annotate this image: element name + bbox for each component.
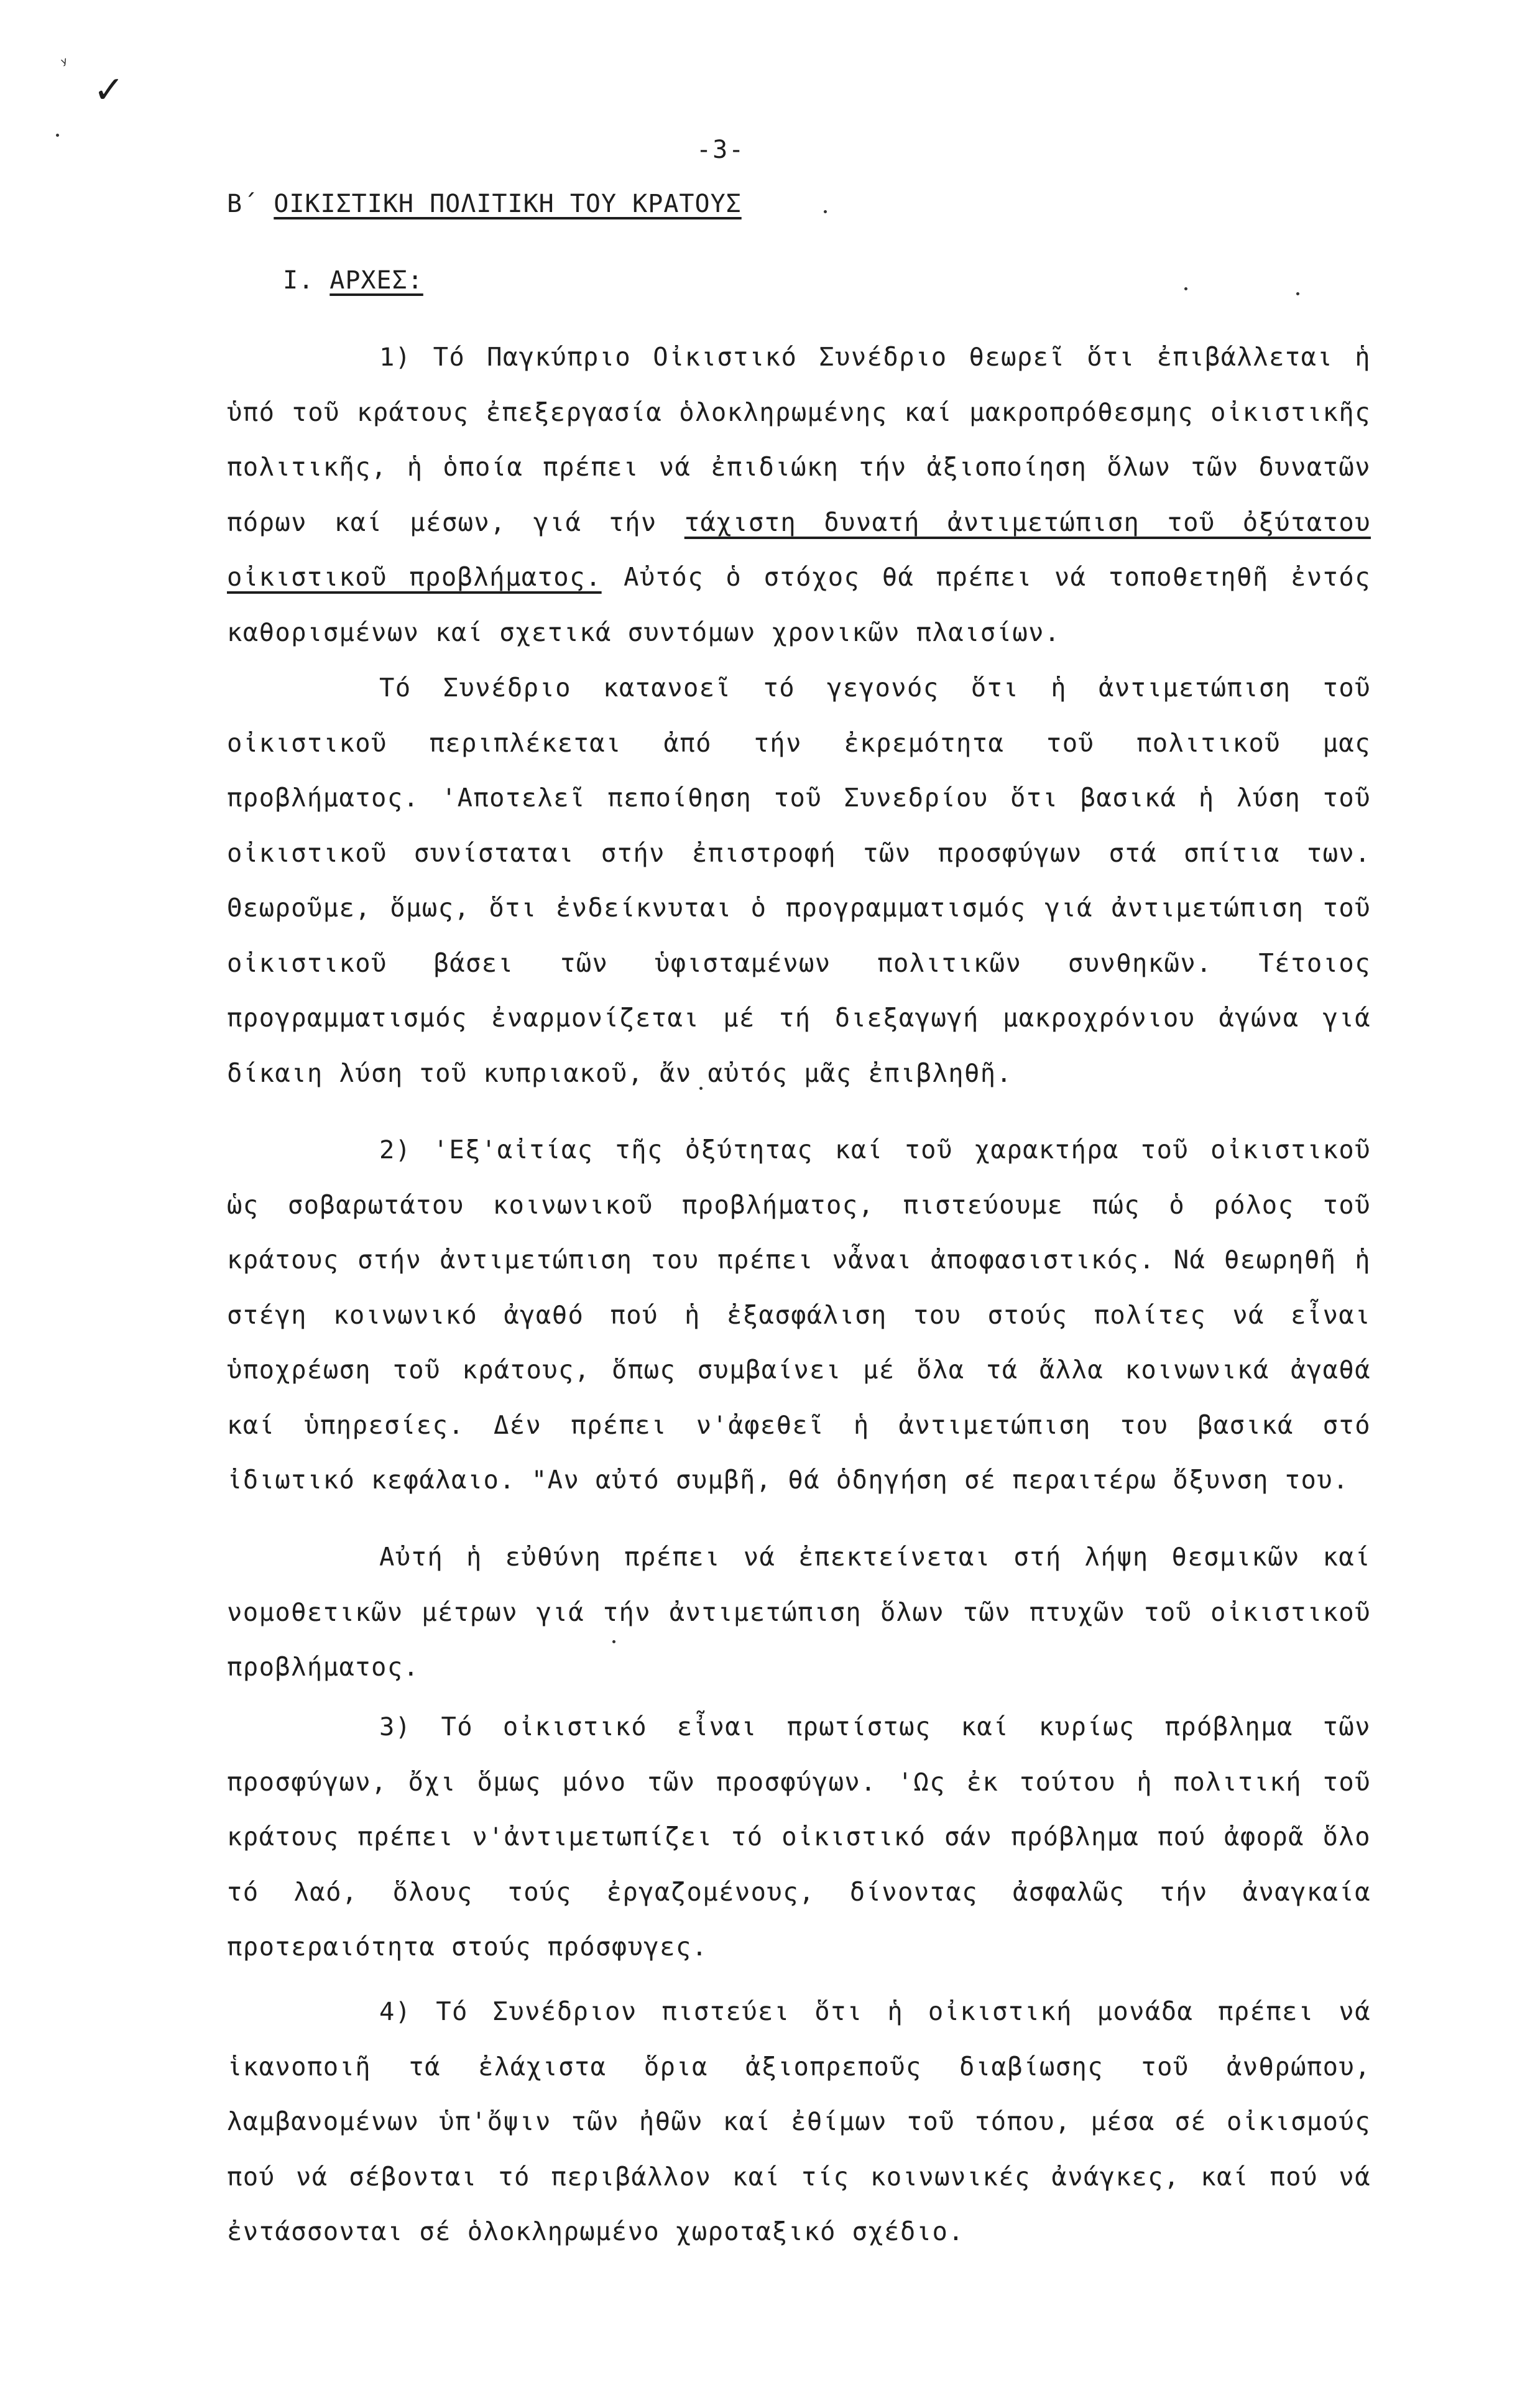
section-heading (227, 190, 742, 218)
section-title: ΟΙΚΙΣΤΙΚΗ ΠΟΛΙΤΙΚΗ ΤΟΥ ΚΡΑΤΟΥΣ (274, 190, 742, 218)
paragraph-6: 4) Τό Συνέδριον πιστεύει ὅτι ἡ οἰκιστική μονάδα πρέπει νά ἱκανοποιῆ τά ἐλάχιστα ὅρια ἀξιοπρεποῦς διαβίωσης τοῦ ἀνθρώπου, λαμβανομένων ὑπ'ὄψιν τῶν ἠθῶν καί ἐθίμων τοῦ τόπου, μέσα σέ οἰκισμούς πού νά σέβονται τό περιβάλλον καί τίς κοινωνικές ἀνάγκες, καί πού νά ἐντάσσονται σέ ὁλοκληρωμένο χωροταξικό σχέδιο. (227, 1996, 1371, 2246)
subsection-heading (283, 266, 423, 295)
subsection-prefix: Ι. (283, 266, 315, 295)
check-mark-icon: ✓ (93, 68, 125, 112)
paragraph-4: Αὐτή ἡ εὐθύνη πρέπει νά ἐπεκτείνεται στή λήψη θεσμικῶν καί νομοθετικῶν μέτρων γιά τήν ἀντιμετώπιση ὅλων τῶν πτυχῶν τοῦ οἰκιστικοῦ προβλήματος. (227, 1542, 1371, 1682)
paragraph-1-end: Αὐτός ὁ στόχος θά πρέπει νά τοποθετηθῆ ἐντός καθορισμένων καί σχετικά συντόμων χρονικῶν πλαισίων. (227, 562, 1371, 647)
page-number: -3- (696, 136, 745, 164)
paragraph-1 (227, 330, 1371, 660)
section-prefix: Β΄ (227, 190, 259, 218)
handwritten-mark: ʸ (59, 54, 71, 74)
subsection-title: ΑΡΧΕΣ: (330, 266, 423, 295)
speck (1296, 292, 1299, 295)
speck (1184, 287, 1187, 290)
paragraph-1-start: 1) Τό Παγκύπριο Οἰκιστικό Συνέδριο θεωρεῖ ὅτι ἐπιβάλλεται ἡ ὑπό τοῦ κράτους ἐπεξεργασία ὁλοκληρωμένης καί μακροπρόθεσμης οἰκιστικῆς πολιτικῆς, ἡ ὁποία πρέπει νά ἐπιδιώκη τήν ἀξιοποίηση ὅλων τῶν δυνατῶν πόρων καί μέσων, γιά τήν (227, 342, 1371, 537)
paragraph-1-underlined: τάχιστη δυνατή ἀντιμετώπιση τοῦ ὀξύτατου οἰκιστικοῦ προβλήματος. (227, 507, 1371, 592)
speck (824, 210, 827, 213)
speck (56, 134, 59, 137)
paragraph-3: 2) 'Εξ'αἰτίας τῆς ὀξύτητας καί τοῦ χαρακτήρα τοῦ οἰκιστικοῦ ὡς σοβαρωτάτου κοινωνικοῦ προβλήματος, πιστεύουμε πώς ὁ ρόλος τοῦ κράτους στήν ἀντιμετώπιση του πρέπει νἆναι ἀποφασιστικός. Νά θεωρηθῆ ἡ στέγη κοινωνικό ἀγαθό πού ἡ ἐξασφάλιση του στούς πολίτες νά εἶναι ὑποχρέωση τοῦ κράτους, ὅπως συμβαίνει μέ ὅλα τά ἄλλα κοινωνικά ἀγαθά καί ὑπηρεσίες. Δέν πρέπει ν'ἀφεθεῖ ἡ ἀντιμετώπιση του βασικά στό ἰδιωτικό κεφάλαιο. "Αν αὐτό συμβῆ, θά ὁδηγήση σέ περαιτέρω ὄξυνση του. (227, 1135, 1371, 1495)
paragraph-5: 3) Τό οἰκιστικό εἶναι πρωτίστως καί κυρίως πρόβλημα τῶν προσφύγων, ὄχι ὅμως μόνο τῶν προσφύγων. 'Ως ἐκ τούτου ἡ πολιτική τοῦ κράτους πρέπει ν'ἀντιμετωπίζει τό οἰκιστικό σάν πρόβλημα πού ἀφορᾶ ὅλο τό λαό, ὅλους τούς ἐργαζομένους, δίνοντας ἀσφαλῶς τήν ἀναγκαία προτεραιότητα στούς πρόσφυγες. (227, 1712, 1371, 1962)
paragraph-2: Τό Συνέδριο κατανοεῖ τό γεγονός ὅτι ἡ ἀντιμετώπιση τοῦ οἰκιστικοῦ περιπλέκεται ἀπό τήν ἐκρεμότητα τοῦ πολιτικοῦ μας προβλήματος. 'Αποτελεῖ πεποίθηση τοῦ Συνεδρίου ὅτι βασικά ἡ λύση τοῦ οἰκιστικοῦ συνίσταται στήν ἐπιστροφή τῶν προσφύγων στά σπίτια των. Θεωροῦμε, ὅμως, ὅτι ἐνδείκνυται ὁ προγραμματισμός γιά ἀντιμετώπιση τοῦ οἰκιστικοῦ βάσει τῶν ὑφισταμένων πολιτικῶν συνθηκῶν. Τέτοιος προγραμματισμός ἐναρμονίζεται μέ τή διεξαγωγή μακροχρόνιου ἀγώνα γιά δίκαιη λύση τοῦ κυπριακοῦ, ἄν αὐτός μᾶς ἐπιβληθῆ. (227, 673, 1371, 1088)
